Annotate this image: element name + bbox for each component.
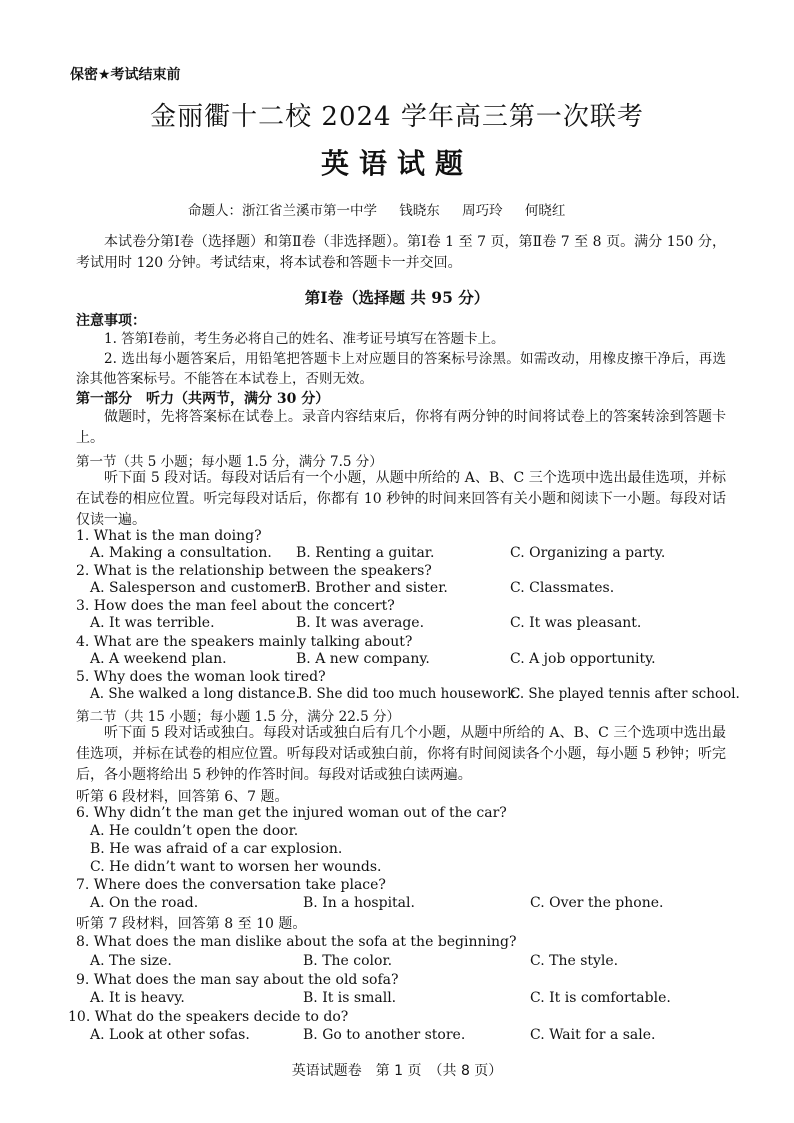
question-1: 1. What is the man doing? [76, 528, 262, 544]
question-3: 3. How does the man feel about the concert? [76, 598, 395, 614]
exam-intro: 本试卷分第Ⅰ卷（选择题）和第Ⅱ卷（非选择题）。第Ⅰ卷 1 至 7 页，第Ⅱ卷 7 至 8 页。满分 150 分，考试用时 120 分钟。考试结束，将本试卷和答题卡一并交回。 [76, 234, 726, 271]
question-2: 2. What is the relationship between the speakers? [76, 563, 432, 579]
setter-name: 何晓红 [524, 203, 566, 219]
subject-title: 英语试题 [320, 147, 473, 180]
option-a: A. Salesperson and customer. [90, 580, 300, 596]
question-9: 9. What does the man say about the old sofa? [76, 972, 399, 988]
option-a: A. The size. [90, 953, 172, 969]
option-c: C. A job opportunity. [510, 651, 656, 667]
option-b: B. Brother and sister. [296, 580, 448, 596]
option-c: C. It is comfortable. [530, 990, 671, 1006]
material-7-note: 听第 7 段材料，回答第 8 至 10 题。 [76, 916, 307, 932]
option-c: C. Classmates. [510, 580, 615, 596]
option-c: C. Wait for a sale. [530, 1027, 656, 1043]
note-item: 1. 答第Ⅰ卷前，考生务必将自己的姓名、准考证号填写在答题卡上。 [104, 331, 505, 347]
option-a: A. A weekend plan. [90, 651, 227, 667]
question-6: 6. Why didn’t the man get the injured woman out of the car? [76, 805, 507, 821]
option-c: C. Organizing a party. [510, 545, 666, 561]
option-c: C. The style. [530, 953, 619, 969]
volume-1-title: 第Ⅰ卷（选择题 共 95 分） [304, 288, 490, 307]
option-b: B. A new company. [296, 651, 430, 667]
question-8: 8. What does the man dislike about the sofa at the beginning? [76, 934, 517, 950]
question-7: 7. Where does the conversation take place? [76, 877, 386, 893]
section2-heading: 第二节（共 15 小题；每小题 1.5 分，满分 22.5 分） [76, 709, 400, 725]
option-b: B. Go to another store. [303, 1027, 466, 1043]
setters-label: 命题人：浙江省兰溪市第一中学 [188, 203, 377, 219]
option-a: A. He couldn’t open the door. [90, 823, 299, 839]
section2-instruction: 听下面 5 段对话或独白。每段对话或独白后有几个小题，从题中所给的 A、B、C 三个选项中选出最佳选项，并标在试卷的相应位置。听每段对话或独白前，你将有时间阅读各个小题，每小题 5 秒钟；听完后，各小题将给出 5 秒钟的作答时间。每段对话或独白读两遍。 [76, 725, 726, 783]
page-footer: 英语试题卷 第 1 页 （共 8 页） [291, 1063, 503, 1079]
option-b: B. In a hospital. [303, 895, 415, 911]
option-b: B. It is small. [303, 990, 397, 1006]
part1-instruction: 做题时，先将答案标在试卷上。录音内容结束后，你将有两分钟的时间将试卷上的答案转涂到答题卡上。 [76, 409, 726, 446]
setter-name: 钱晓东 [399, 203, 440, 219]
option-c: C. He didn’t want to worsen her wounds. [90, 859, 382, 875]
option-a: A. Look at other sofas. [90, 1027, 250, 1043]
setter-name: 周巧玲 [462, 203, 503, 219]
note-item: 2. 选出每小题答案后，用铅笔把答题卡上对应题目的答案标号涂黑。如需改动，用橡皮擦干净后，再选涂其他答案标号。不能答在本试卷上，否则无效。 [76, 351, 726, 387]
section1-heading: 第一节（共 5 小题；每小题 1.5 分，满分 7.5 分） [76, 454, 383, 470]
option-b: B. The color. [303, 953, 393, 969]
notes-heading: 注意事项： [76, 313, 146, 329]
option-c: C. Over the phone. [530, 895, 664, 911]
option-a: A. On the road. [90, 895, 199, 911]
option-a: A. She walked a long distance. [90, 686, 300, 702]
option-c: C. She played tennis after school. [510, 686, 740, 702]
question-5: 5. Why does the woman look tired? [76, 669, 326, 685]
option-a: A. It is heavy. [90, 990, 185, 1006]
material-6-note: 听第 6 段材料，回答第 6、7 题。 [76, 789, 289, 805]
option-a: A. It was terrible. [90, 615, 215, 631]
option-b: B. She did too much housework. [298, 686, 520, 702]
option-b: B. He was afraid of a car explosion. [90, 841, 343, 857]
option-b: B. Renting a guitar. [296, 545, 435, 561]
option-c: C. It was pleasant. [510, 615, 642, 631]
section1-instruction: 听下面 5 段对话。每段对话后有一个小题，从题中所给的 A、B、C 三个选项中选出最佳选项，并标在试卷的相应位置。听完每段对话后，你都有 10 秒钟的时间来回答有关小题和阅读下一小题。每段对话仅读一遍。 [76, 470, 726, 528]
confidential-mark: 保密★考试结束前 [70, 67, 181, 83]
option-b: B. It was average. [296, 615, 425, 631]
option-a: A. Making a consultation. [90, 545, 272, 561]
part1-heading: 第一部分 听力（共两节，满分 30 分） [76, 391, 330, 407]
question-4: 4. What are the speakers mainly talking about? [76, 634, 413, 650]
setters-line [188, 199, 583, 219]
question-10: 10. What do the speakers decide to do? [68, 1009, 349, 1025]
exam-title: 金丽衢十二校 2024 学年高三第一次联考 [150, 102, 644, 132]
